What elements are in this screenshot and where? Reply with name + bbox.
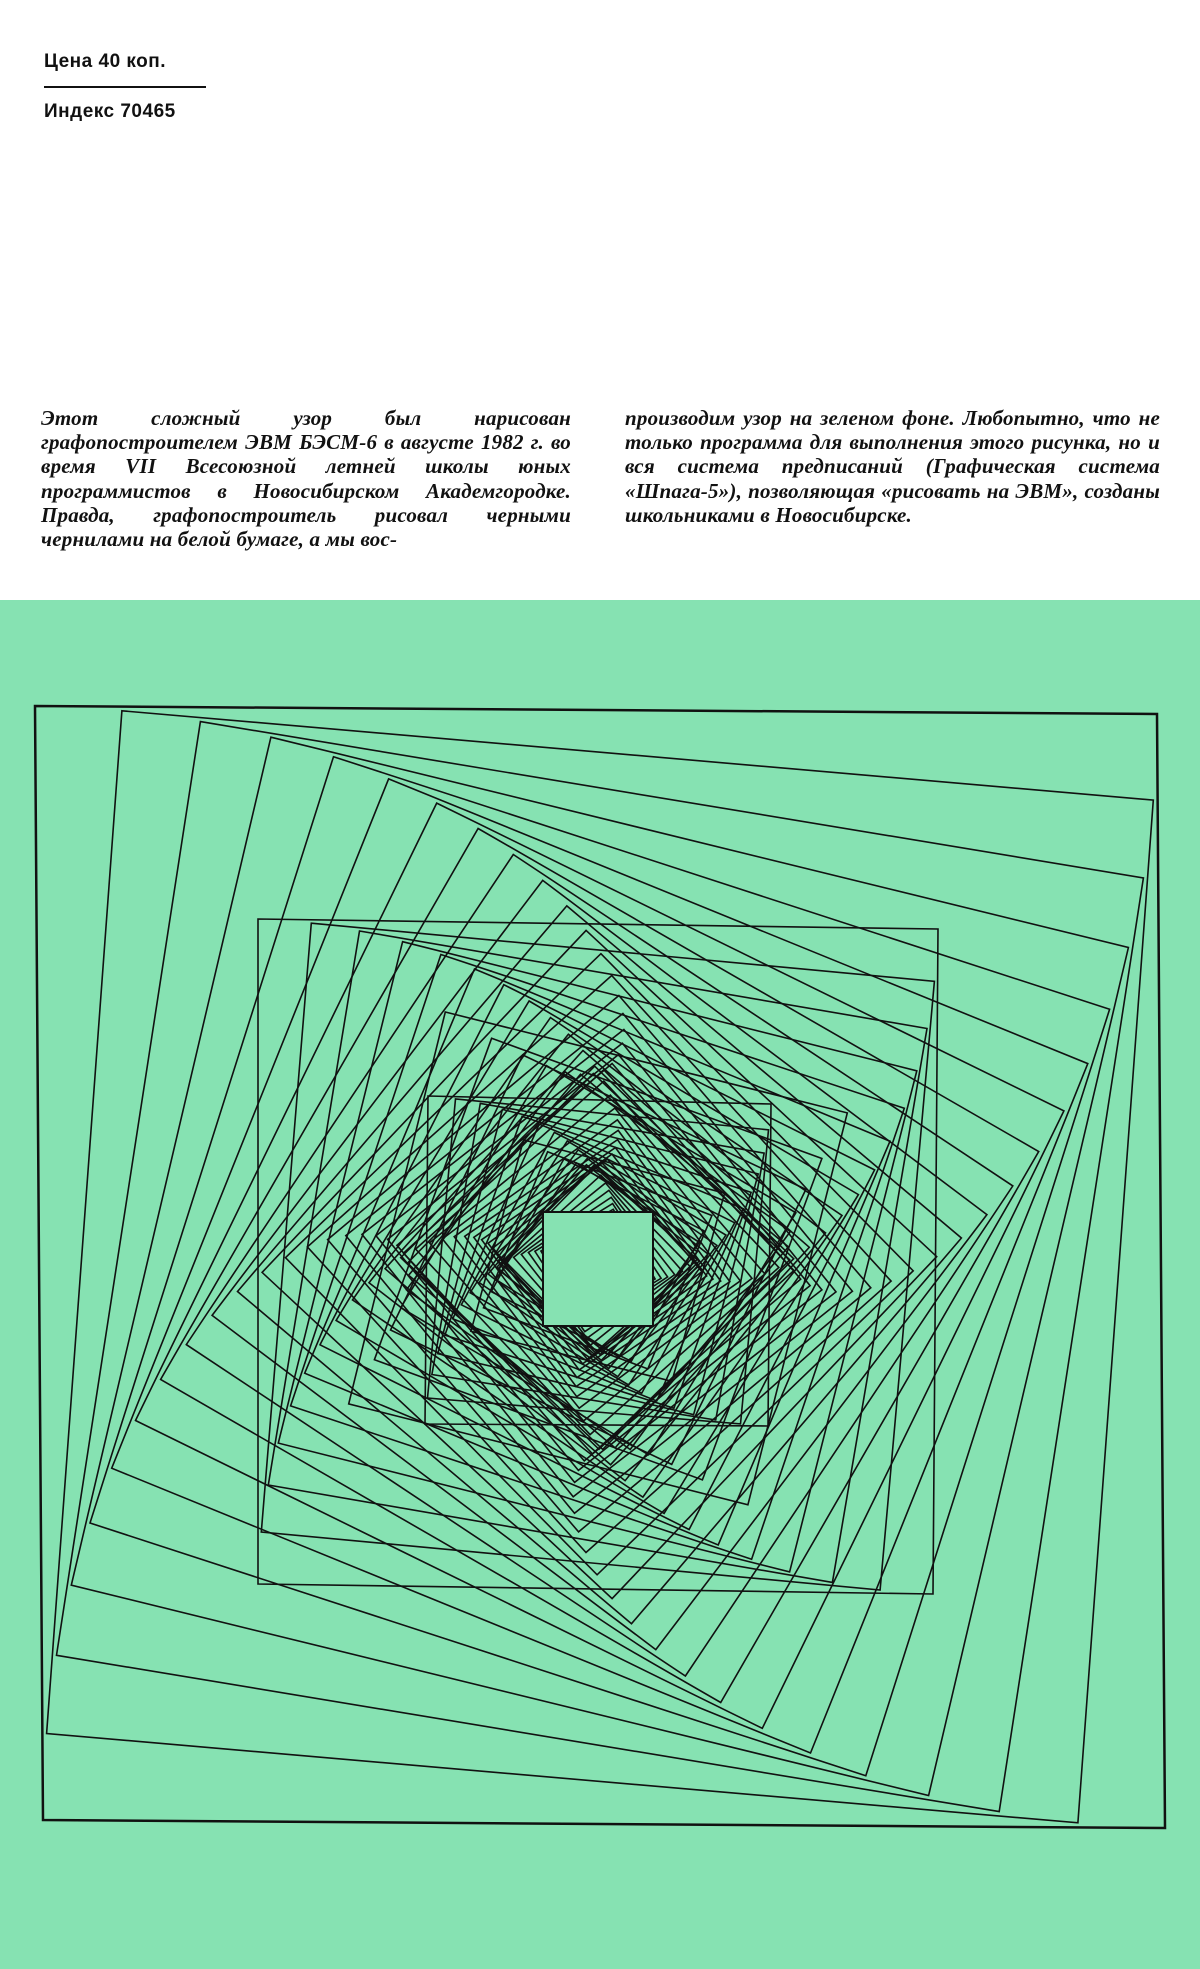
caption-left-column: Этот сложный узор был нарисован графопостроителем ЭВМ БЭСМ-6 в августе 1982 г. во время VII Всесоюзной летней школы юных программистов в Новосибирском Академгородке. Правда, графопостроитель рисовал черными чернилами на белой бумаге, а мы вос- <box>41 406 571 552</box>
spiral-squares-artwork <box>33 704 1167 1830</box>
price-block <box>44 50 206 124</box>
center-square <box>543 1212 653 1326</box>
price-label: Цена 40 коп. <box>44 51 167 72</box>
green-panel <box>0 600 1200 1969</box>
caption-right-column: производим узор на зеленом фоне. Любопытно, что не только программа для выполнения этого рисунка, но и вся система предписаний (Графическая система «Шпага-5»), позволяющая «рисовать на ЭВМ», созданы школьниками в Новосибирске. <box>625 406 1160 527</box>
price-divider <box>44 86 206 88</box>
index-label: Индекс 70465 <box>44 101 176 122</box>
